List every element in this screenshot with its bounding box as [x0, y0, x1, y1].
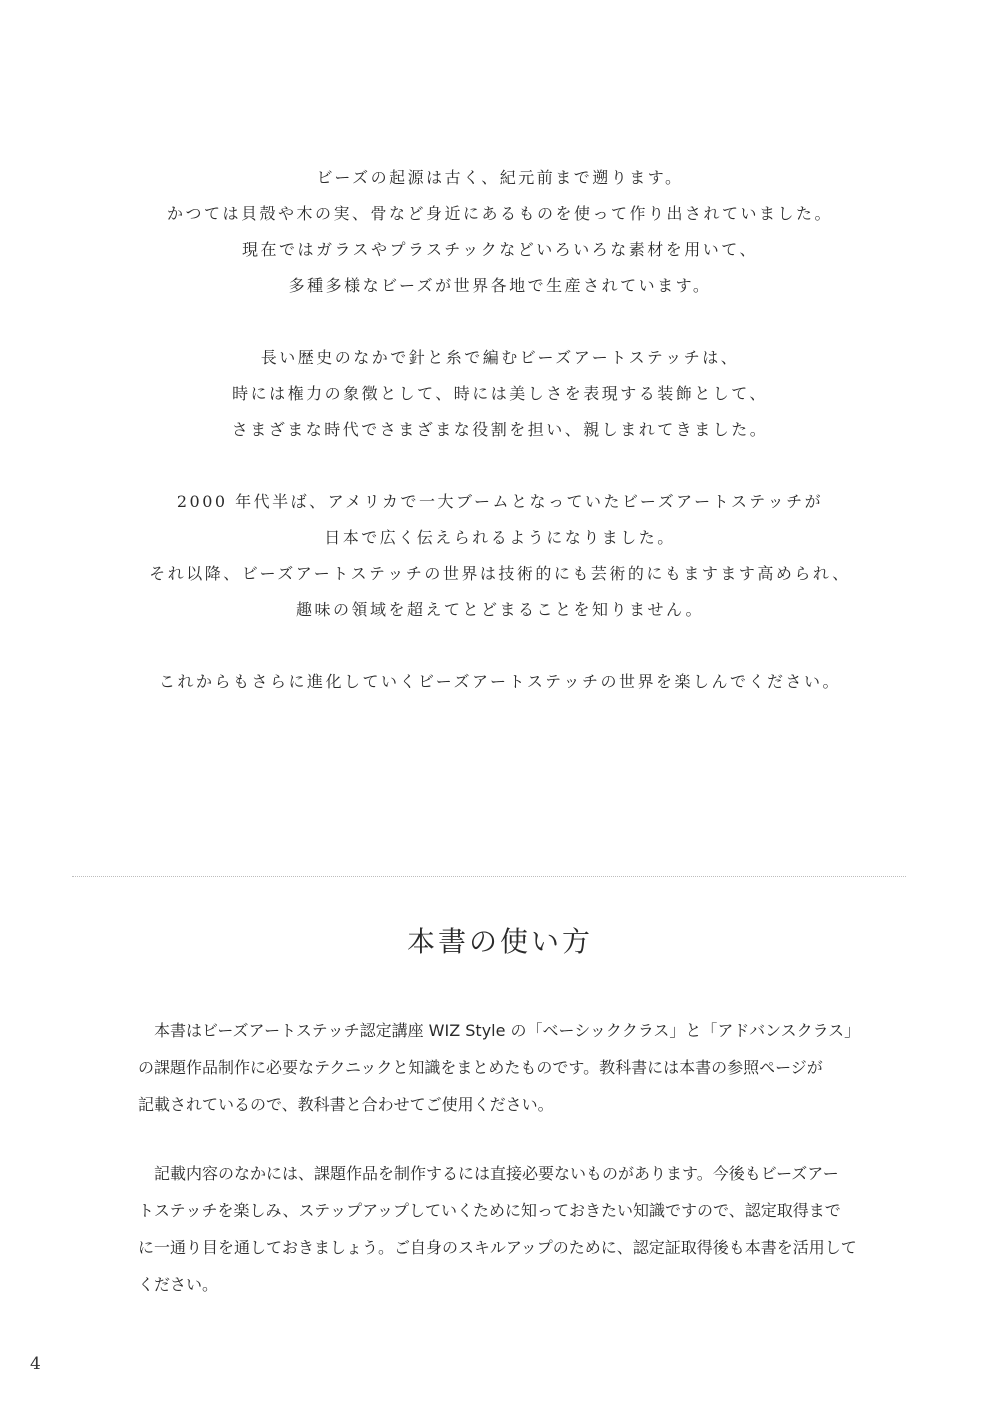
intro-line: 2000 年代半ば、アメリカで一大ブームとなっていたビーズアートステッチが — [176, 492, 824, 511]
intro-line: 趣味の領域を超えてとどまることを知りません。 — [296, 600, 704, 619]
intro-line: かつては貝殻や木の実、骨など身近にあるものを使って作り出されていました。 — [166, 204, 833, 223]
usage-line: 本書はビーズアートステッチ認定講座 WIZ Style の「ベーシッククラス」と「アドバンスクラス」 — [138, 1021, 861, 1040]
intro-line: これからもさらに進化していくビーズアートステッチの世界を楽しんでください。 — [158, 672, 842, 691]
intro-line: 長い歴史のなかで針と糸で編むビーズアートステッチは、 — [260, 348, 740, 367]
usage-line: 記載内容のなかには、課題作品を制作するには直接必要ないものがあります。今後もビーズアー — [138, 1164, 839, 1183]
intro-text — [0, 160, 1000, 736]
intro-paragraph — [0, 340, 1000, 448]
usage-paragraph — [138, 1155, 857, 1303]
intro-line: さまざまな時代でさまざまな役割を担い、親しまれてきました。 — [231, 420, 769, 439]
intro-line: 時には権力の象徴として、時には美しさを表現する装飾として、 — [232, 384, 768, 403]
section-title: 本書の使い方 — [406, 925, 593, 958]
section-divider — [72, 876, 906, 877]
intro-paragraph — [0, 160, 1000, 304]
usage-line: トステッチを楽しみ、ステップアップしていくために知っておきたい知識ですので、認定取得まで — [138, 1201, 841, 1220]
intro-line: 日本で広く伝えられるようになりました。 — [324, 528, 676, 547]
usage-line: ください。 — [138, 1275, 219, 1294]
intro-line: それ以降、ビーズアートステッチの世界は技術的にも芸術的にもますます高められ、 — [149, 564, 851, 583]
usage-line: に一通り目を通しておきましょう。ご自身のスキルアップのために、認定証取得後も本書を活用して — [138, 1238, 857, 1257]
intro-paragraph — [0, 664, 1000, 700]
intro-line: 現在ではガラスやプラスチックなどいろいろな素材を用いて、 — [242, 240, 758, 259]
usage-line: 記載されているので、教科書と合わせてご使用ください。 — [138, 1095, 554, 1114]
intro-line: ビーズの起源は古く、紀元前まで遡ります。 — [316, 168, 684, 187]
usage-paragraph — [138, 1012, 861, 1123]
page-number: 4 — [30, 1354, 41, 1374]
usage-text — [138, 1012, 861, 1335]
intro-line: 多種多様なビーズが世界各地で生産されています。 — [288, 276, 712, 295]
usage-line: の課題作品制作に必要なテクニックと知識をまとめたものです。教科書には本書の参照ページが — [138, 1058, 823, 1077]
intro-paragraph — [0, 484, 1000, 628]
